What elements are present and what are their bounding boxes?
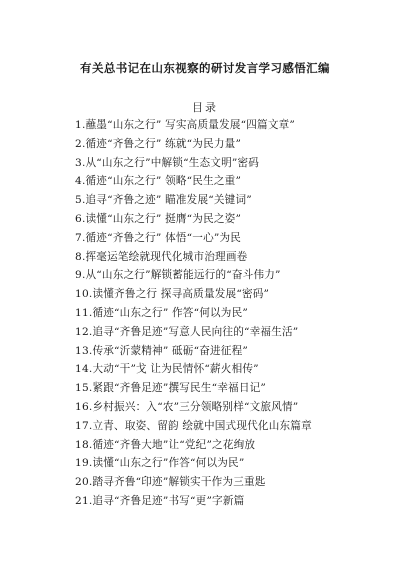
toc-item: 6.读懂“山东之行” 挺膺“为民之姿” xyxy=(75,212,242,225)
toc-item: 13.传承“沂蒙精神” 砥砺“奋进征程” xyxy=(75,344,249,357)
toc-item: 8.挥毫运笔绘就现代化城市治理画卷 xyxy=(75,250,248,263)
toc-item: 2.循迹“齐鲁之行” 练就“为民力量” xyxy=(75,137,242,150)
toc-item: 21.追寻“齐鲁足迹”书写“更”字新篇 xyxy=(75,494,245,507)
toc-item: 7.循迹“齐鲁之行” 体悟“一心”为民 xyxy=(75,231,242,244)
toc-item: 5.追寻“齐鲁之迹” 瞄准发展“关键词” xyxy=(75,194,252,207)
toc-item: 11.循迹“山东之行” 作答“何以为民” xyxy=(75,306,249,319)
toc-heading: 目录 xyxy=(192,101,218,114)
toc-item: 16.乡村振兴：入“农”三分领略别样“文旅风情” xyxy=(75,400,299,413)
toc-item: 20.踏寻齐鲁“印迹”解锁实干作为三重匙 xyxy=(75,476,266,489)
toc-item: 1.蘸墨“山东之行” 写实高质量发展“四篇文章” xyxy=(75,119,296,131)
toc-item: 12.追寻“齐鲁足迹”写意人民向往的“幸福生活” xyxy=(75,325,299,338)
toc-item: 17.立青、取姿、留韵 绘就中国式现代化山东篇章 xyxy=(75,419,312,432)
document-title: 有关总书记在山东视察的研讨发言学习感悟汇编 xyxy=(80,61,330,75)
toc-item: 14.大动“干”戈 让为民情怀“薪火相传” xyxy=(75,363,259,376)
toc-item: 3.从“山东之行”中解锁“生态文明”密码 xyxy=(75,156,260,169)
toc-item: 15.紧跟“齐鲁足迹”撰写民生“幸福日记” xyxy=(75,382,267,395)
toc-item: 10.读懂齐鲁之行 探寻高质量发展“密码” xyxy=(75,288,270,301)
toc-item: 18.循迹“齐鲁大地”让“党纪”之花绚放 xyxy=(75,438,256,451)
toc-list xyxy=(75,116,312,511)
toc-item: 9.从“山东之行”解锁蓄能远行的“奋斗伟力” xyxy=(75,269,281,282)
toc-item: 19.读懂“山东之行”作答“何以为民” xyxy=(75,457,245,470)
toc-item: 4.循迹“山东之行” 领略“民生之重” xyxy=(75,175,242,188)
